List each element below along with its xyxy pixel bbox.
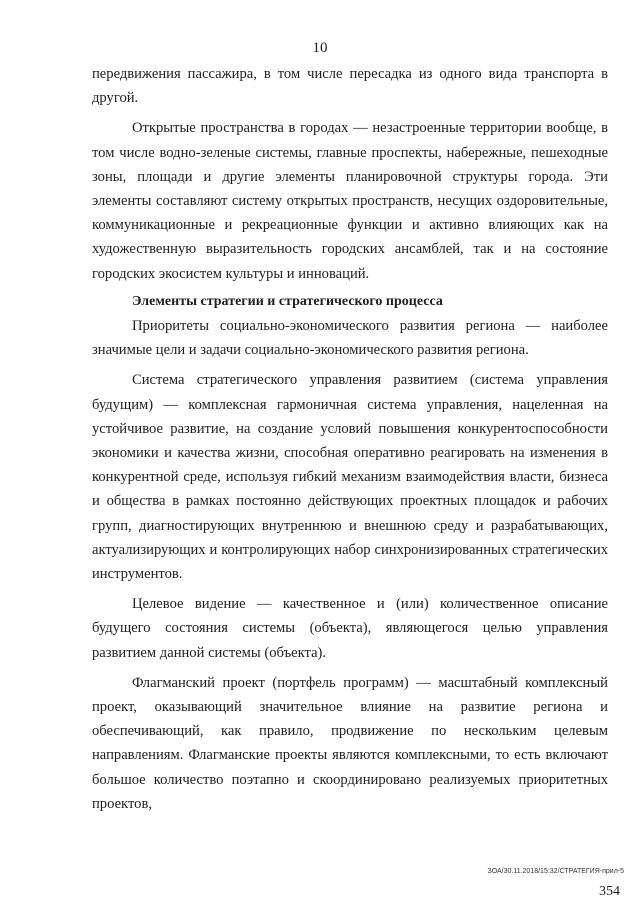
paragraph-open-spaces: Открытые пространства в городах — незастроенные территории вообще, в том числе водно-зеленые системы, главные проспекты, набережные, пешеходные зоны, площади и другие элементы планировочной структуры города. Эти элементы составляют систему открытых пространств, несущих оздоровительные, коммуникационные и рекреационные функции и активно влияющих как на художественную выразительность городских ансамблей, так и на состояние городских экосистем культуры и инноваций.: [92, 120, 608, 282]
paragraph-continuation: передвижения пассажира, в том числе пересадка из одного вида транспорта в другой.: [92, 66, 608, 107]
paragraph-priorities: Приоритеты социально-экономического развития региона — наиболее значимые цели и задачи социально-экономического развития региона.: [92, 318, 608, 359]
page-number: 10: [312, 40, 328, 56]
document-stamp: ЗОА/30.11.2018/15:32/СТРАТЕГИЯ-прил-5: [487, 868, 624, 875]
paragraph-flagship-project: Флагманский проект (портфель программ) — масштабный комплексный проект, оказывающий значительное влияние на развитие региона и обеспечивающий, как правило, продвижение по нескольким целевым направлениям. Флагманские проекты являются комплексными, то есть включают большое количество поэтапно и скоординировано реализуемых приоритетных проектов,: [92, 674, 608, 812]
body-text: [92, 62, 608, 816]
paragraph-management-system: Система стратегического управления развитием (система управления будущим) — комплексная гармоничная система управления, нацеленная на устойчивое развитие, на создание условий повышения конкурентоспособности экономики и качества жизни, способная оперативно реагировать на изменения в конкурентной среде, используя гибкий механизм взаимодействия власти, бизнеса и общества в рамках постоянно действующих проектных площадок и рабочих групп, диагностирующих внутреннюю и внешнюю среду и разрабатывающих, актуализирующих и контролирующих набор синхронизированных стратегических инструментов.: [92, 372, 608, 583]
sheet-number: 354: [599, 884, 620, 899]
section-heading: Элементы стратегии и стратегического процесса: [132, 293, 443, 309]
paragraph-target-vision: Целевое видение — качественное и (или) количественное описание будущего состояния системы (объекта), являющегося целью управления развитием данной системы (объекта).: [92, 596, 608, 661]
